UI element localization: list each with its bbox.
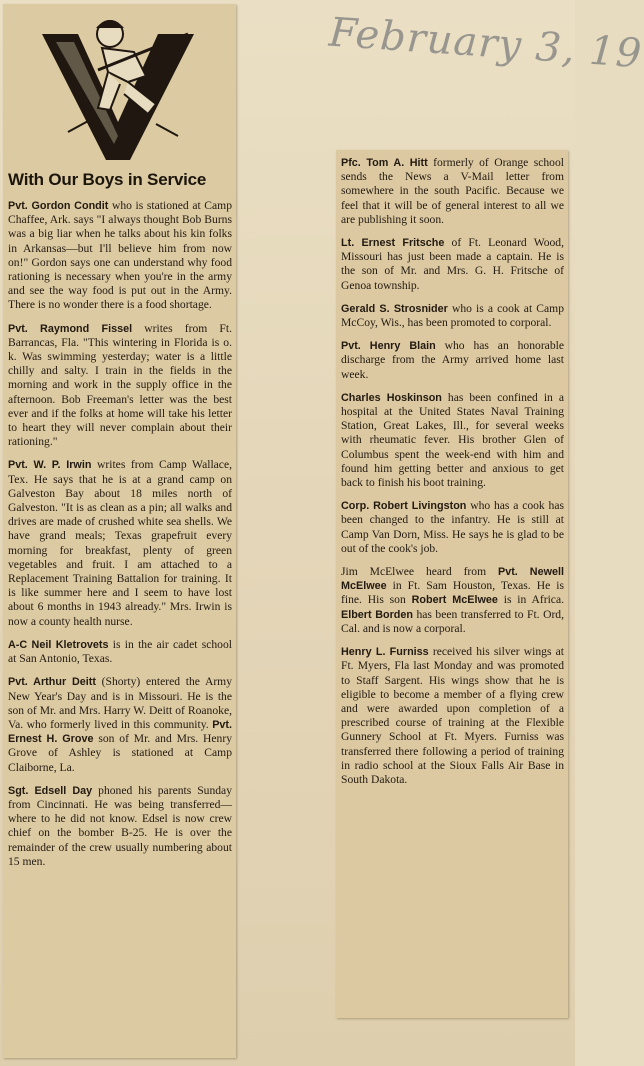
soldier-v-logo-icon (38, 12, 198, 162)
news-item: A-C Neil Kletrovets is in the air cadet school at San Antonio, Texas. (8, 637, 232, 666)
news-item: Pvt. Raymond Fissel writes from Ft. Barrancas, Fla. "This wintering in Florida is o. k. Was swimming yesterday; water is a little chilly and salty. I train in the fields in the morning and work in the supply office in the afternoon. Bob Freeman's letter was the best ever and if the folks at home will take his letter to heart they will never complain about their rationing." (8, 321, 232, 449)
news-item: Jim McElwee heard from Pvt. Newell McElwee in Ft. Sam Houston, Texas. He is fine. His son Robert McElwee is in Africa. Elbert Borden has been transferred to Ft. Ord, Cal. and is now a corporal. (341, 565, 564, 635)
news-item: Gerald S. Strosnider who is a cook at Camp McCoy, Wis., has been promoted to corporal. (341, 301, 564, 330)
news-item: Pfc. Tom A. Hitt formerly of Orange school sends the News a V-Mail letter from somewhere in the south Pacific. Because we feel that it will be of general interest to all we are publishing it soon. (341, 156, 564, 226)
news-item: Charles Hoskinson has been confined in a hospital at the United States Naval Training Station, Great Lakes, Ill., for several weeks with rheumatic fever. His brother Glen of Columbus spent the week-end with him and found him getting better and anxious to get back to finish his boot training. (341, 390, 564, 490)
right-column (341, 156, 564, 796)
left-column (8, 199, 232, 878)
news-item: Sgt. Edsell Day phoned his parents Sunday from Cincinnati. He was being transferred—where to he did not know. Edsel is now crew chief on the bomber B-25. He is over the remainder of the crew usually numbering about 15 men. (8, 783, 232, 868)
news-item: Pvt. Gordon Condit who is stationed at Camp Chaffee, Ark. says "I always thought Bob Burns was a big liar when he talks about his kin folks in Arkansas—but I'll believe him from now on!" Gordon says one can understand why food rationing is necessary when you're in the army and see the way food is put out in the Army. There is no wonder there is a food shortage. (8, 199, 232, 312)
news-item: Pvt. W. P. Irwin writes from Camp Wallace, Tex. He says that he is at a grand camp on Galveston Bay about 18 miles north of Galveston. "It is as clean as a pin; all walks and drives are made of crushed white sea shells. We have grand meals; Texas grapefruit every morning for breakfast, plenty of green vegetables and fruit. I am attached to a Replacement Training Battalion for training. It is like summer here and I seem to have lost about 6 months in 1943 already." Mrs. Irwin is now a county health nurse. (8, 458, 232, 628)
news-item: Pvt. Henry Blain who has an honorable discharge from the Army arrived home last week. (341, 339, 564, 381)
news-item: Henry L. Furniss received his silver wings at Ft. Myers, Fla last Monday and was promoted to Staff Sargent. His wings show that he is eligible to become a member of a flying crew and were awarded upon completion of a prescribed course of training at the Flexible Gunnery School at Ft. Myers. Furniss was transferred there following a period of training in radio school at the Sioux Falls Air Base in South Dakota. (341, 645, 564, 786)
column-heading: With Our Boys in Service (8, 170, 207, 189)
news-item: Lt. Ernest Fritsche of Ft. Leonard Wood, Missouri has just been made a captain. He is the son of Mr. and Mrs. G. H. Fritsche of Genoa township. (341, 236, 565, 292)
news-item: Pvt. Arthur Deitt (Shorty) entered the Army New Year's Day and is in Missouri. He is the son of Mr. and Mrs. Harry W. Deitt of Roanoke, Va. who formerly lived in this community. Pvt. Ernest H. Grove son of Mr. and Mrs. Henry Grove of Ashley is stationed at Camp Claiborne, La. (8, 675, 232, 774)
news-item: Corp. Robert Livingston who has a cook has been changed to the infantry. He is still at Camp Van Dorn, Miss. He says he is glad to be out of the cook's job. (341, 499, 564, 555)
handwritten-date: February 3, 19 (327, 9, 644, 78)
